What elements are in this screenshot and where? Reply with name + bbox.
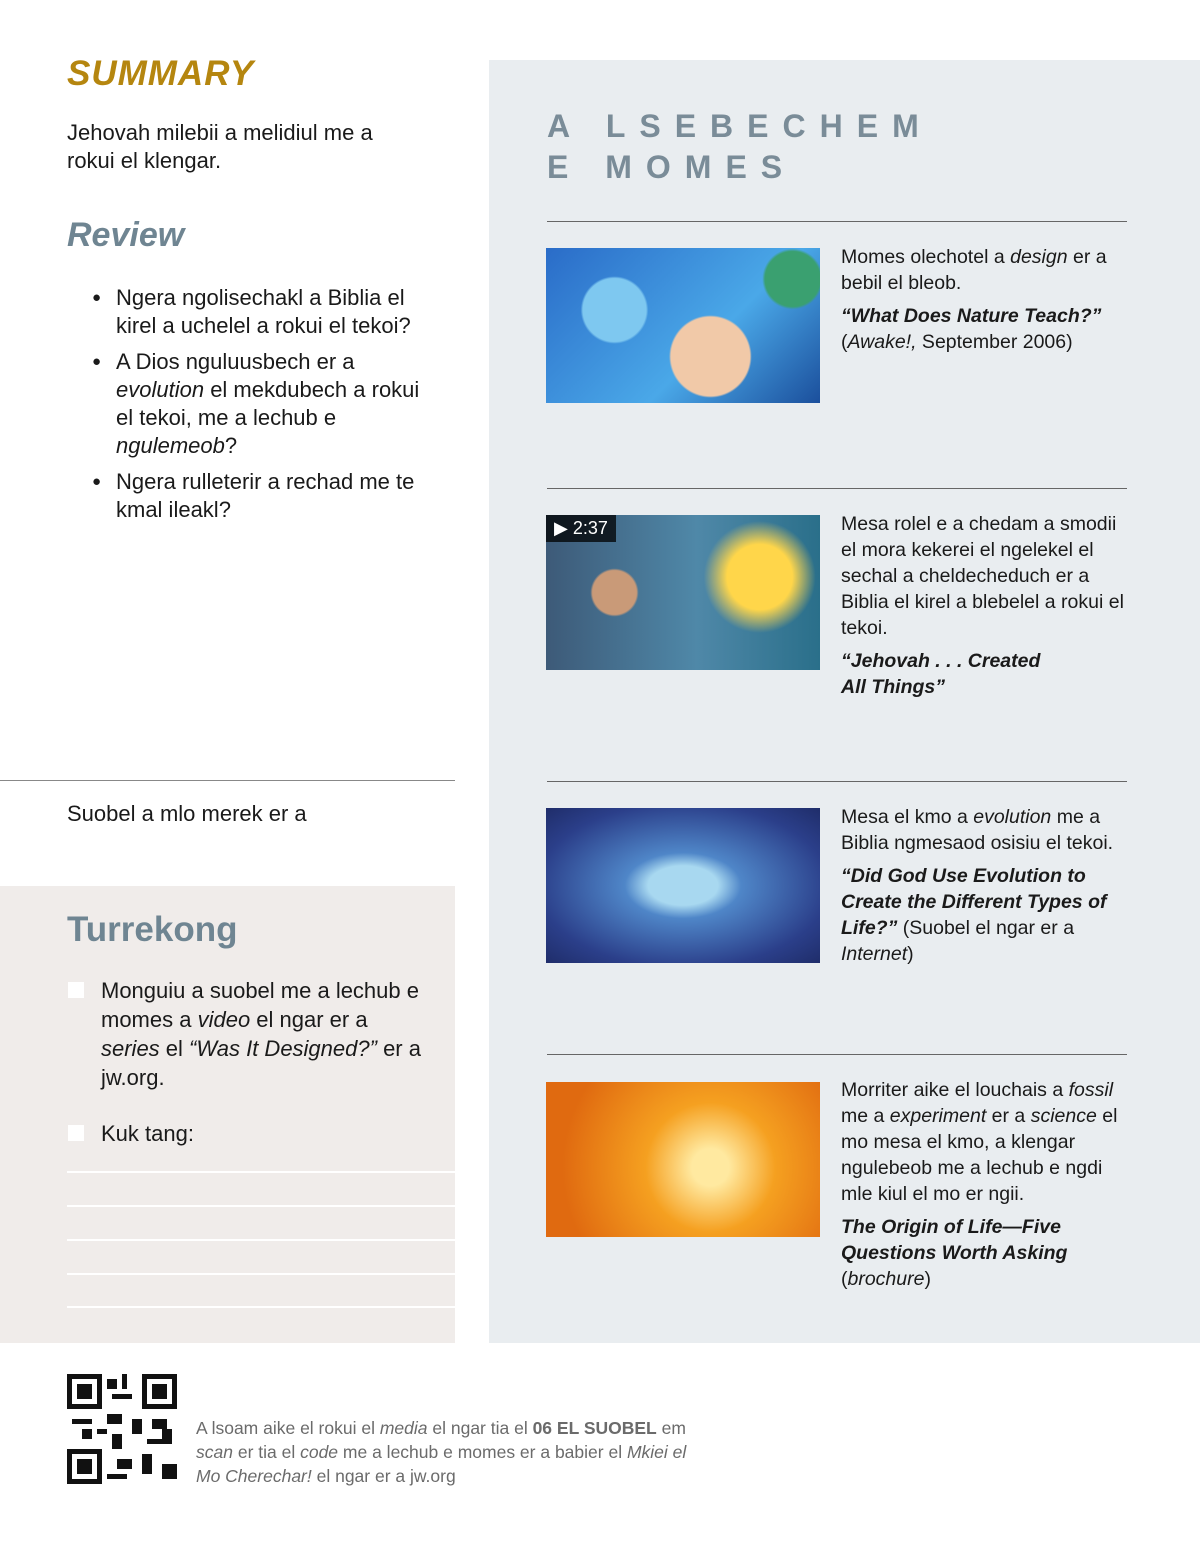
review-list xyxy=(90,284,435,532)
write-line[interactable] xyxy=(67,1239,455,1241)
resource-link[interactable]: The Origin of Life—Five Questions Worth Asking (brochure) xyxy=(841,1216,1068,1290)
goal-checkbox[interactable] xyxy=(68,1125,84,1141)
write-line[interactable] xyxy=(67,1273,455,1275)
goal-text: Kuk tang: xyxy=(101,1121,194,1146)
footer-note: A lsoam aike el rokui el media el ngar tia el 06 EL SUOBEL em scan er tia el code me a lechub e momes er a babier el Mkiei el Mo Cherechar! el ngar er a jw.org xyxy=(196,1418,687,1486)
divider xyxy=(0,780,455,781)
resource-item xyxy=(841,804,1131,967)
review-question: ● Ngera rulleterir a rechad me te kmal ileakl? xyxy=(90,468,435,524)
review-heading: Review xyxy=(67,216,185,254)
goal-checkbox[interactable] xyxy=(68,982,84,998)
divider xyxy=(547,221,1127,222)
resource-description: Mesa el kmo a evolution me a Biblia ngmesaod osisiu el tekoi. xyxy=(841,806,1114,854)
qr-code-icon[interactable] xyxy=(67,1374,177,1484)
summary-text: Jehovah milebii a melidiul me a rokui el klengar. xyxy=(67,120,373,173)
divider xyxy=(547,1054,1127,1055)
write-line[interactable] xyxy=(67,1306,455,1308)
resource-description: Mesa rolel e a chedam a smodii el mora kekerei el ngelekel el sechal a cheldecheduch er a Biblia el kirel a blebelel a rokui el tekoi. xyxy=(841,513,1124,639)
evolution-image[interactable] xyxy=(546,808,820,963)
video-thumbnail[interactable] xyxy=(546,515,820,670)
notes-prompt: Suobel a mlo merek er a xyxy=(67,801,307,826)
resources-heading: A LSEBECHEM E MOMES xyxy=(547,108,933,185)
review-question: ● Ngera ngolisechakl a Biblia el kirel a uchelel a rokui el tekoi? xyxy=(90,284,435,340)
summary-heading: SUMMARY xyxy=(67,54,255,93)
origin-of-life-image[interactable] xyxy=(546,1082,820,1237)
nature-design-image[interactable] xyxy=(546,248,820,403)
resource-description: Momes olechotel a design er a bebil el bleob. xyxy=(841,246,1107,294)
resource-link[interactable]: “Did God Use Evolution to Create the Different Types of Life?” (Suobel el ngar er a Internet) xyxy=(841,865,1107,965)
resource-item xyxy=(841,511,1131,700)
review-question: ● A Dios nguluusbech er a evolution el mekdubech a rokui el tekoi, me a lechub e ngulemeob? xyxy=(90,348,435,460)
write-line[interactable] xyxy=(67,1171,455,1173)
divider xyxy=(547,781,1127,782)
resource-link[interactable]: “Jehovah . . . Created All Things” xyxy=(841,650,1041,698)
write-line[interactable] xyxy=(67,1205,455,1207)
goals-heading: Turrekong xyxy=(67,910,238,949)
resource-link[interactable]: “What Does Nature Teach?” (Awake!, September 2006) xyxy=(841,305,1102,353)
play-icon: ▶ xyxy=(554,518,568,538)
resource-item xyxy=(841,1077,1131,1292)
divider xyxy=(547,488,1127,489)
resource-description: Morriter aike el louchais a fossil me a experiment er a science el mo mesa el kmo, a klengar ngulebeob me a lechub e ngdi mle kiul el mo er ngii. xyxy=(841,1079,1118,1205)
resource-item xyxy=(841,244,1131,355)
goal-text: Monguiu a suobel me a lechub e momes a video el ngar er a series el “Was It Designed?” er a jw.org. xyxy=(101,978,421,1090)
video-duration-badge: ▶ 2:37 xyxy=(546,515,616,542)
